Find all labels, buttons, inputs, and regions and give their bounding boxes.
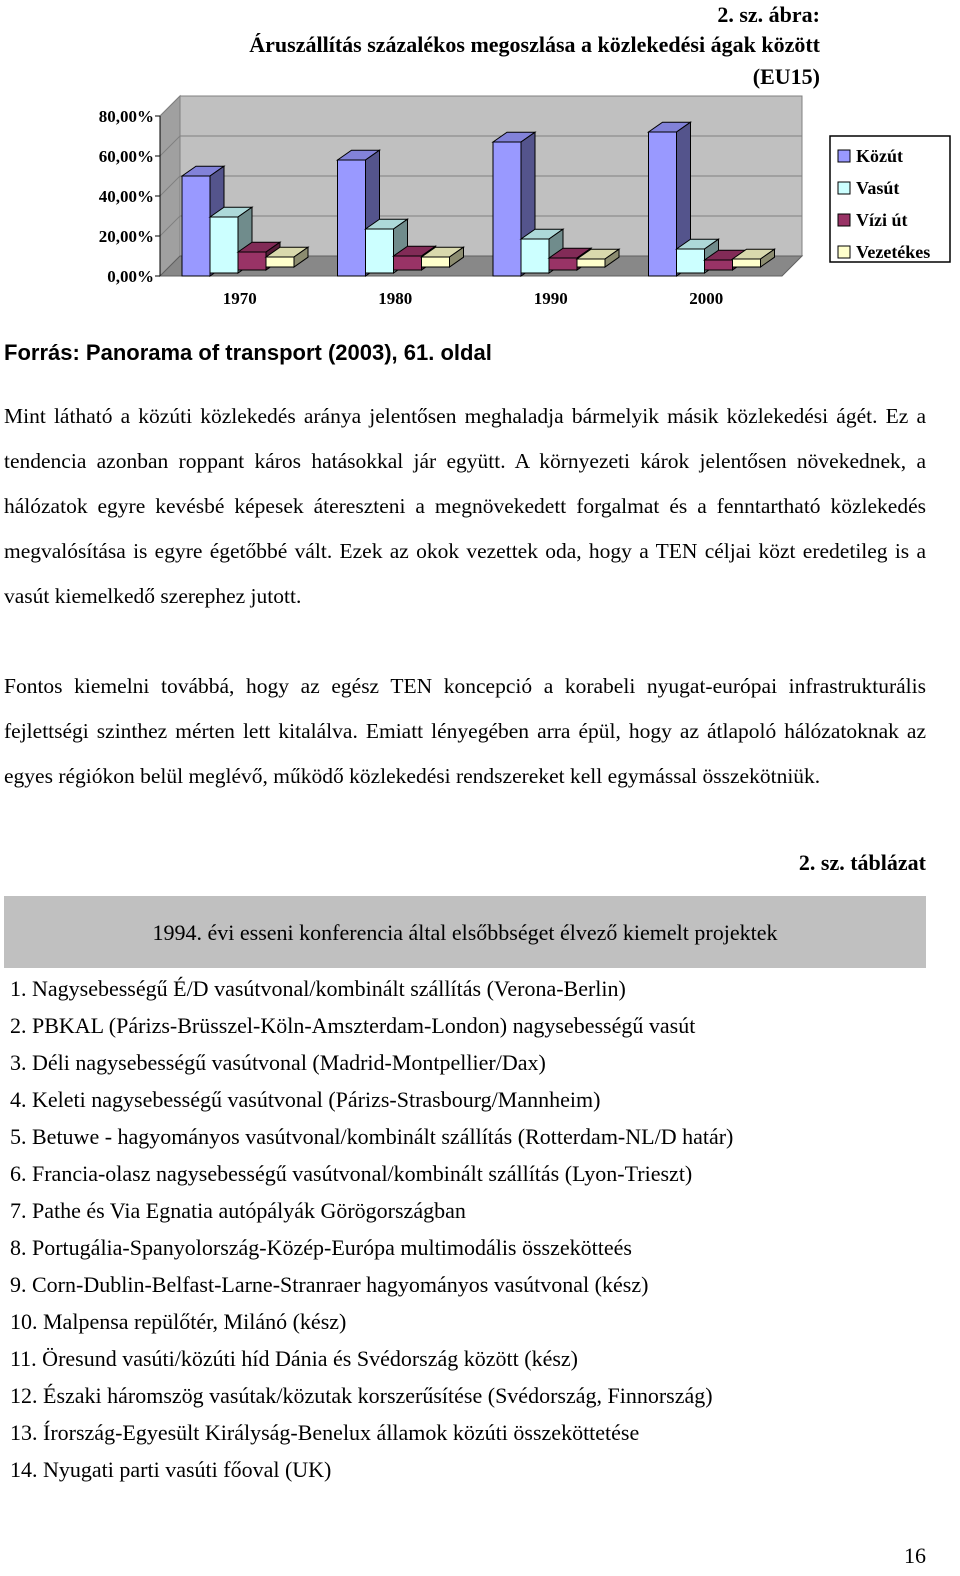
x-tick-label: 1980 xyxy=(378,289,413,308)
figure-number: 2. sz. ábra: xyxy=(717,2,820,27)
legend-swatch xyxy=(838,246,850,258)
table-header: 1994. évi esseni konferencia által elsőbbséget élvező kiemelt projektek xyxy=(4,896,926,968)
figure-source: Forrás: Panorama of transport (2003), 61. oldal xyxy=(4,340,492,365)
project-item: 4. Keleti nagysebességű vasútvonal (Párizs-Strasbourg/Mannheim) xyxy=(10,1087,601,1112)
project-item: 12. Északi háromszög vasútak/közutak korszerűsítése (Svédország, Finnország) xyxy=(10,1383,713,1408)
project-item: 8. Portugália-Spanyolország-Közép-Európa multimodális összekötteés xyxy=(10,1235,632,1260)
bar-Vezetékes-2000 xyxy=(733,259,761,267)
y-tick-label: 40,00% xyxy=(98,187,154,206)
legend-label: Vízi út xyxy=(856,210,908,230)
page-number: 16 xyxy=(904,1543,926,1568)
figure-subtitle: (EU15) xyxy=(752,64,820,89)
bar-Vízi út-1990 xyxy=(549,258,577,270)
legend-swatch xyxy=(838,214,850,226)
project-item: 3. Déli nagysebességű vasútvonal (Madrid-Montpellier/Dax) xyxy=(10,1050,546,1075)
project-list xyxy=(10,970,733,1488)
project-item: 2. PBKAL (Párizs-Brüsszel-Köln-Amszterdam-London) nagysebességű vasút xyxy=(10,1013,696,1038)
bar-Vezetékes-1990 xyxy=(577,259,605,267)
paragraph-2: Fontos kiemelni továbbá, hogy az egész TEN koncepció a korabeli nyugat-európai infrastrukturális fejlettségi szinthez mérten lett kitalálva. Emiatt lényegében arra épül, hogy az átlapoló hálózatoknak az egyes régiókon belül meglévő, működő közlekedési rendszereket kell egymással összekötniük. xyxy=(4,674,926,788)
table-number: 2. sz. táblázat xyxy=(798,850,926,875)
project-item: 7. Pathe és Via Egnatia autópályák Görögországban xyxy=(10,1198,466,1223)
x-tick-label: 1970 xyxy=(222,289,257,308)
bar-Vasút-1970 xyxy=(210,217,238,273)
project-item: 5. Betuwe - hagyományos vasútvonal/kombinált szállítás (Rotterdam-NL/D határ) xyxy=(10,1124,734,1149)
bar-Közút-1970 xyxy=(182,176,210,276)
legend-label: Közút xyxy=(856,146,903,166)
y-tick-label: 0,00% xyxy=(107,267,154,286)
bar-Vasút-2000 xyxy=(677,249,705,273)
bar-Vasút-1980 xyxy=(366,229,394,273)
bar-Vezetékes-1970 xyxy=(266,257,294,267)
bar-Vasút-1990 xyxy=(521,239,549,273)
bar-Vízi út-2000 xyxy=(705,260,733,270)
project-item: 14. Nyugati parti vasúti főoval (UK) xyxy=(10,1457,332,1482)
bar-Közút-1990 xyxy=(493,142,521,276)
x-tick-label: 2000 xyxy=(689,289,724,308)
project-item: 9. Corn-Dublin-Belfast-Larne-Stranraer hagyományos vasútvonal (kész) xyxy=(10,1272,649,1297)
project-item: 10. Malpensa repülőtér, Milánó (kész) xyxy=(10,1309,347,1334)
bar-Vezetékes-1980 xyxy=(422,257,450,267)
project-item: 1. Nagysebességű É/D vasútvonal/kombinált szállítás (Verona-Berlin) xyxy=(10,976,626,1001)
y-tick-label: 60,00% xyxy=(98,147,154,166)
x-tick-label: 1990 xyxy=(533,289,568,308)
legend-label: Vasút xyxy=(856,178,900,198)
paragraph-1: Mint látható a közúti közlekedés aránya jelentősen meghaladja bármelyik másik közlekedési ágét. Ez a tendencia azonban roppant káros hatásokkal jár együtt. A környezeti károk jelentősen növekednek, a hálózatok egyre kevésbé képesek átereszteni a megnövekedett forgalmat és a fenntartható közlekedés megvalósítása is egyre égetőbbé vált. Ezek az okok vezettek oda, hogy a TEN céljai közt eredetileg is a vasút kiemelkedő szerephez jutott. xyxy=(4,404,926,608)
bar-chart xyxy=(0,90,960,320)
bar-Közút-1980 xyxy=(338,160,366,276)
bar-Vízi út-1980 xyxy=(394,256,422,270)
legend-swatch xyxy=(838,150,850,162)
legend-swatch xyxy=(838,182,850,194)
bar-Vízi út-1970 xyxy=(238,252,266,270)
y-tick-label: 20,00% xyxy=(98,227,154,246)
legend-label: Vezetékes xyxy=(856,242,931,262)
figure-title: Áruszállítás százalékos megoszlása a közlekedési ágak között xyxy=(249,32,820,57)
y-tick-label: 80,00% xyxy=(98,107,154,126)
bar-Közút-2000 xyxy=(649,132,677,276)
project-item: 13. Írország-Egyesült Királyság-Benelux államok közúti összeköttetése xyxy=(10,1420,640,1445)
project-item: 6. Francia-olasz nagysebességű vasútvonal/kombinált szállítás (Lyon-Trieszt) xyxy=(10,1161,693,1186)
project-item: 11. Öresund vasúti/közúti híd Dánia és Svédország között (kész) xyxy=(10,1346,578,1371)
